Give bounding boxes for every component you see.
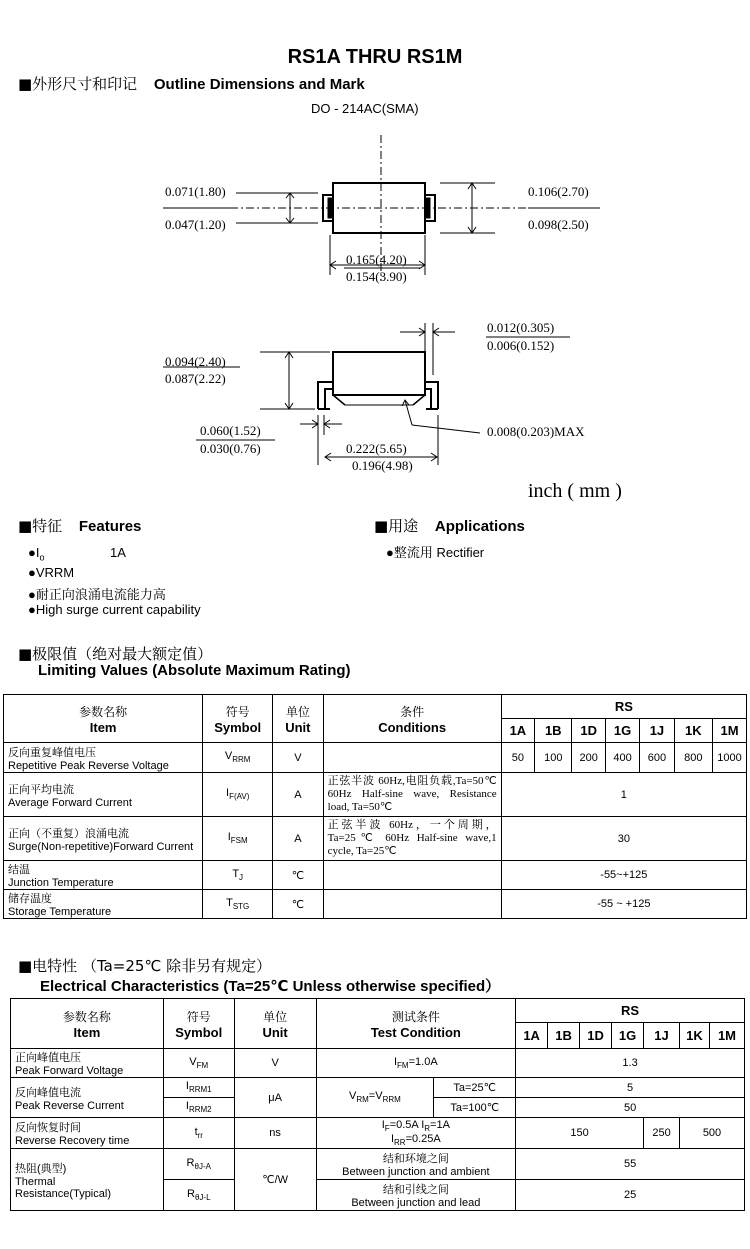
row-value: 1.3 [516,1049,745,1078]
row-condition [316,1118,516,1149]
cond-sub: RM [356,1095,369,1105]
row-symbol-sub: FSM [230,836,248,846]
row-symbol-main: R [186,1156,195,1169]
cond-sub2: RRM [382,1095,401,1105]
row-unit: A [273,817,324,861]
row-symbol [203,817,273,861]
elec-head-symbol-en: Symbol [175,1024,223,1040]
limiting-head-unit-en: Unit [285,719,311,735]
limiting-head-symbol-cn: 符号 [225,704,250,719]
package-label: DO - 214AC(SMA) [311,101,419,116]
row-symbol-main: I [185,1080,189,1093]
electrical-heading-cn-text: ■电特性 （Ta=25℃ 除非另有规定） [18,957,272,975]
row-item [4,743,203,773]
elec-head-condition-en: Test Condition [370,1024,461,1040]
cond-sub: F [384,1124,390,1133]
limiting-head-symbol-en: Symbol [214,719,262,735]
row-symbol [203,743,273,773]
cond-en: Between junction and ambient [342,1166,490,1178]
limiting-head-rs: RS [501,695,746,719]
row-symbol-main: V [189,1055,197,1068]
row-value: 50 [516,1098,745,1118]
cond-rest2: =1A [430,1118,450,1131]
row-condition [316,1149,516,1180]
row-symbol-sub: STG [232,902,250,912]
cond-rest: =0.25A [405,1133,441,1145]
elec-head-item-cn: 参数名称 [62,1009,111,1024]
grade-1j: 1J [640,719,674,743]
row-symbol [163,1149,234,1180]
outline-heading-cn: ■外形尺寸和印记 [18,75,138,93]
row-unit: ℃/W [234,1149,316,1211]
grade-1m: 1M [713,719,747,743]
dim-6-bottom: 0.030(0.76) [200,441,261,456]
table-row [11,1078,745,1098]
row-symbol [203,773,273,817]
limiting-heading-en: Limiting Values (Absolute Maximum Rating) [38,662,351,679]
table-row [4,817,747,861]
row-item-cn: 反向恢复时间 [15,1122,81,1134]
row-unit: μA [234,1078,316,1118]
row-value: 800 [674,743,712,773]
limiting-head-conditions-cn: 条件 [400,704,425,719]
features-heading-en: Features [78,518,142,535]
row-item-en: Thermal [15,1175,56,1188]
row-item-cn: 正向峰值电压 [15,1052,81,1064]
row-item-en: Average Forward Current [8,796,132,809]
row-value: 500 [679,1118,744,1149]
row-item-cn: 反向峰值电流 [15,1086,81,1099]
row-item [4,861,203,890]
row-condition [323,890,501,919]
row-symbol-main: R [187,1187,195,1200]
row-value: -55~+125 [501,861,746,890]
row-value: 1 [501,773,746,817]
table-row [11,1049,745,1078]
row-symbol-sub: F(AV) [229,792,250,802]
row-symbol [163,1049,234,1078]
cond-rest: =0.5A I [389,1118,425,1131]
limiting-head-item-en: Item [89,719,117,735]
elec-head-unit [234,999,316,1049]
row-symbol-main: T [232,867,240,880]
row-value: 100 [535,743,572,773]
row-item [4,773,203,817]
row-unit: V [234,1049,316,1078]
row-symbol-sub: θJ-L [194,1193,211,1203]
grade-1b: 1B [548,1023,580,1049]
unit-label: inch ( mm ) [528,480,622,502]
row-item-cn: 正向平均电流 [8,783,74,796]
dim-2-bottom: 0.098(2.50) [528,217,589,232]
electrical-table [10,998,745,1211]
grade-1g: 1G [612,1023,644,1049]
cond-sub: FM [397,1061,409,1071]
row-item [11,1149,164,1211]
cond-sub2: R [424,1124,431,1133]
row-unit: ℃ [273,861,324,890]
row-condition: 正弦半波 60Hz,电阻负载,Ta=50℃ 60Hz Half-sine wave, Resistance load, Ta=50℃ [323,773,501,817]
limiting-head-symbol [203,695,273,743]
row-value: 50 [501,743,534,773]
row-symbol-sub: FM [196,1061,209,1071]
dim-4-bottom: 0.006(0.152) [487,338,555,353]
row-item-en: Junction Temperature [8,877,114,889]
grade-1g: 1G [605,719,639,743]
cond-main: I [393,1055,398,1068]
dim-2-top: 0.106(2.70) [528,184,589,199]
applications-heading-en: Applications [434,518,525,535]
row-condition [316,1078,434,1118]
row-symbol [203,890,273,919]
feature-surge-cn: ●耐正向浪涌电流能力高 [28,587,166,602]
grade-1k: 1K [674,719,712,743]
elec-head-condition [316,999,516,1049]
cond-cn: 结和环境之间 [382,1153,449,1165]
row-symbol [163,1118,234,1149]
cond-mid: =V [368,1090,383,1103]
row-symbol-main: I [227,831,231,844]
row-temp: Ta=25℃ [434,1078,516,1098]
limiting-head-item [4,695,203,743]
row-item [11,1078,164,1118]
elec-head-unit-en: Unit [262,1024,288,1040]
row-item [4,890,203,919]
dim-7-bottom: 0.196(4.98) [352,458,413,473]
row-symbol-sub: RRM2 [188,1105,212,1115]
row-unit: V [273,743,324,773]
cond-main: V [349,1090,357,1103]
cond-main: I [381,1118,385,1131]
row-value: 200 [572,743,605,773]
row-item-en: Surge(Non-repetitive)Forward Current [8,840,194,853]
row-temp: Ta=100℃ [434,1098,516,1118]
dim-5-top: 0.094(2.40) [165,354,226,369]
row-symbol-sub: RRM1 [188,1085,212,1095]
grade-1b: 1B [535,719,572,743]
row-item-cn: 储存温度 [8,893,52,905]
row-value: 150 [516,1118,644,1149]
row-condition [316,1049,516,1078]
dim-5-bottom: 0.087(2.22) [165,371,226,386]
row-item-en2: Resistance(Typical) [15,1187,111,1200]
dim-8: 0.008(0.203)MAX [487,424,585,439]
row-condition: 正弦半波 60Hz，一个周期，Ta=25℃ 60Hz Half-sine wave,1 cycle, Ta=25℃ [323,817,501,861]
row-symbol-sub: J [239,873,244,883]
row-item-en: Peak Forward Voltage [15,1065,124,1077]
limiting-table [3,694,747,919]
limiting-heading-cn-text: ■极限值（绝对最大额定值） [18,645,213,663]
row-value: 30 [501,817,746,861]
row-value: 600 [640,743,674,773]
features-heading-cn: ■特征 [18,517,63,535]
row-item [11,1049,164,1078]
row-unit: ℃ [273,890,324,919]
applications-heading [374,515,525,536]
row-condition [316,1180,516,1211]
row-value: -55 ~ +125 [501,890,746,919]
cond-cn: 结和引线之间 [382,1184,449,1196]
elec-head-symbol-cn: 符号 [186,1009,211,1024]
table-row [4,773,747,817]
row-condition [323,861,501,890]
row-value: 250 [644,1118,680,1149]
row-item-en: Peak Reverse Current [15,1099,124,1112]
limiting-head-unit-cn: 单位 [285,704,310,719]
row-condition [323,743,501,773]
row-value: 25 [516,1180,745,1211]
row-item-en: Storage Temperature [8,906,112,918]
grade-1k: 1K [679,1023,709,1049]
row-symbol-main: I [226,787,230,800]
row-item [11,1118,164,1149]
elec-head-item [11,999,164,1049]
outline-heading-en: Outline Dimensions and Mark [153,76,365,93]
table-row [4,861,747,890]
limiting-head-conditions-en: Conditions [378,719,447,735]
row-symbol [163,1078,234,1098]
row-symbol-main: T [226,896,233,909]
row-unit: A [273,773,324,817]
row-symbol [203,861,273,890]
elec-head-unit-cn: 单位 [263,1009,288,1024]
dim-1-top: 0.071(1.80) [165,184,226,199]
grade-1d: 1D [580,1023,612,1049]
feature-io [28,545,44,563]
elec-head-symbol [163,999,234,1049]
limiting-head-item-cn: 参数名称 [79,704,128,719]
cond-main: I [390,1133,394,1145]
row-symbol-sub: θJ-A [194,1162,211,1172]
feature-io-sub: o [39,552,45,563]
grade-1d: 1D [572,719,605,743]
row-symbol-main: I [185,1100,189,1113]
row-item-cn: 结温 [8,864,30,876]
application-item: ●整流用 Rectifier [386,545,485,560]
electrical-heading-cn [18,955,271,976]
row-item-en: Reverse Recovery time [15,1135,130,1147]
row-symbol-main: V [224,750,233,763]
grade-1m: 1M [709,1023,744,1049]
limiting-head-conditions [323,695,501,743]
row-item-cn: 反向重复峰值电压 [8,746,96,759]
limiting-heading-cn [18,643,212,664]
table-row [4,743,747,773]
outline-heading [18,73,365,94]
feature-io-value: 1A [110,545,126,560]
grade-1a: 1A [501,719,534,743]
elec-head-condition-cn: 测试条件 [391,1009,440,1024]
row-item [4,817,203,861]
row-symbol-sub: rr [197,1131,203,1141]
row-value: 1000 [713,743,747,773]
row-value: 55 [516,1149,745,1180]
dim-3-top: 0.165(4.20) [346,252,407,267]
elec-head-item-en: Item [73,1024,101,1040]
dim-1-bottom: 0.047(1.20) [165,217,226,232]
applications-heading-cn: ■用途 [374,517,419,535]
dim-7-top: 0.222(5.65) [346,441,407,456]
page-title: RS1A THRU RS1M [287,46,463,68]
cond-sub: RR [394,1138,406,1148]
row-symbol [163,1098,234,1118]
row-value: 400 [605,743,639,773]
feature-surge-en: ●High surge current capability [28,602,201,617]
table-row [11,1149,745,1180]
table-row [11,1118,745,1149]
cond-en: Between junction and lead [351,1197,481,1209]
table-row [4,890,747,919]
feature-vrrm: ●VRRM [28,565,75,580]
grade-1a: 1A [516,1023,548,1049]
row-item-cn: 热阻(典型) [15,1162,67,1175]
row-item-en: Repetitive Peak Reverse Voltage [8,759,169,772]
cond-rest: =1.0A [408,1055,438,1068]
feature-io-label: ●I [28,545,40,560]
row-symbol-main: t [194,1125,198,1138]
limiting-head-unit [273,695,324,743]
row-item-cn: 正向（不重复）浪涌电流 [8,827,129,840]
row-symbol [163,1180,234,1211]
row-symbol-sub: RRM [232,755,251,765]
row-value: 5 [516,1078,745,1098]
dim-6-top: 0.060(1.52) [200,423,261,438]
grade-1j: 1J [644,1023,680,1049]
dim-4-top: 0.012(0.305) [487,320,555,335]
row-unit: ns [234,1118,316,1149]
electrical-heading-en: Electrical Characteristics (Ta=25℃ Unless otherwise specified） [40,978,501,995]
features-heading [18,515,141,536]
dim-3-bottom: 0.154(3.90) [346,269,407,284]
elec-head-rs: RS [516,999,745,1023]
